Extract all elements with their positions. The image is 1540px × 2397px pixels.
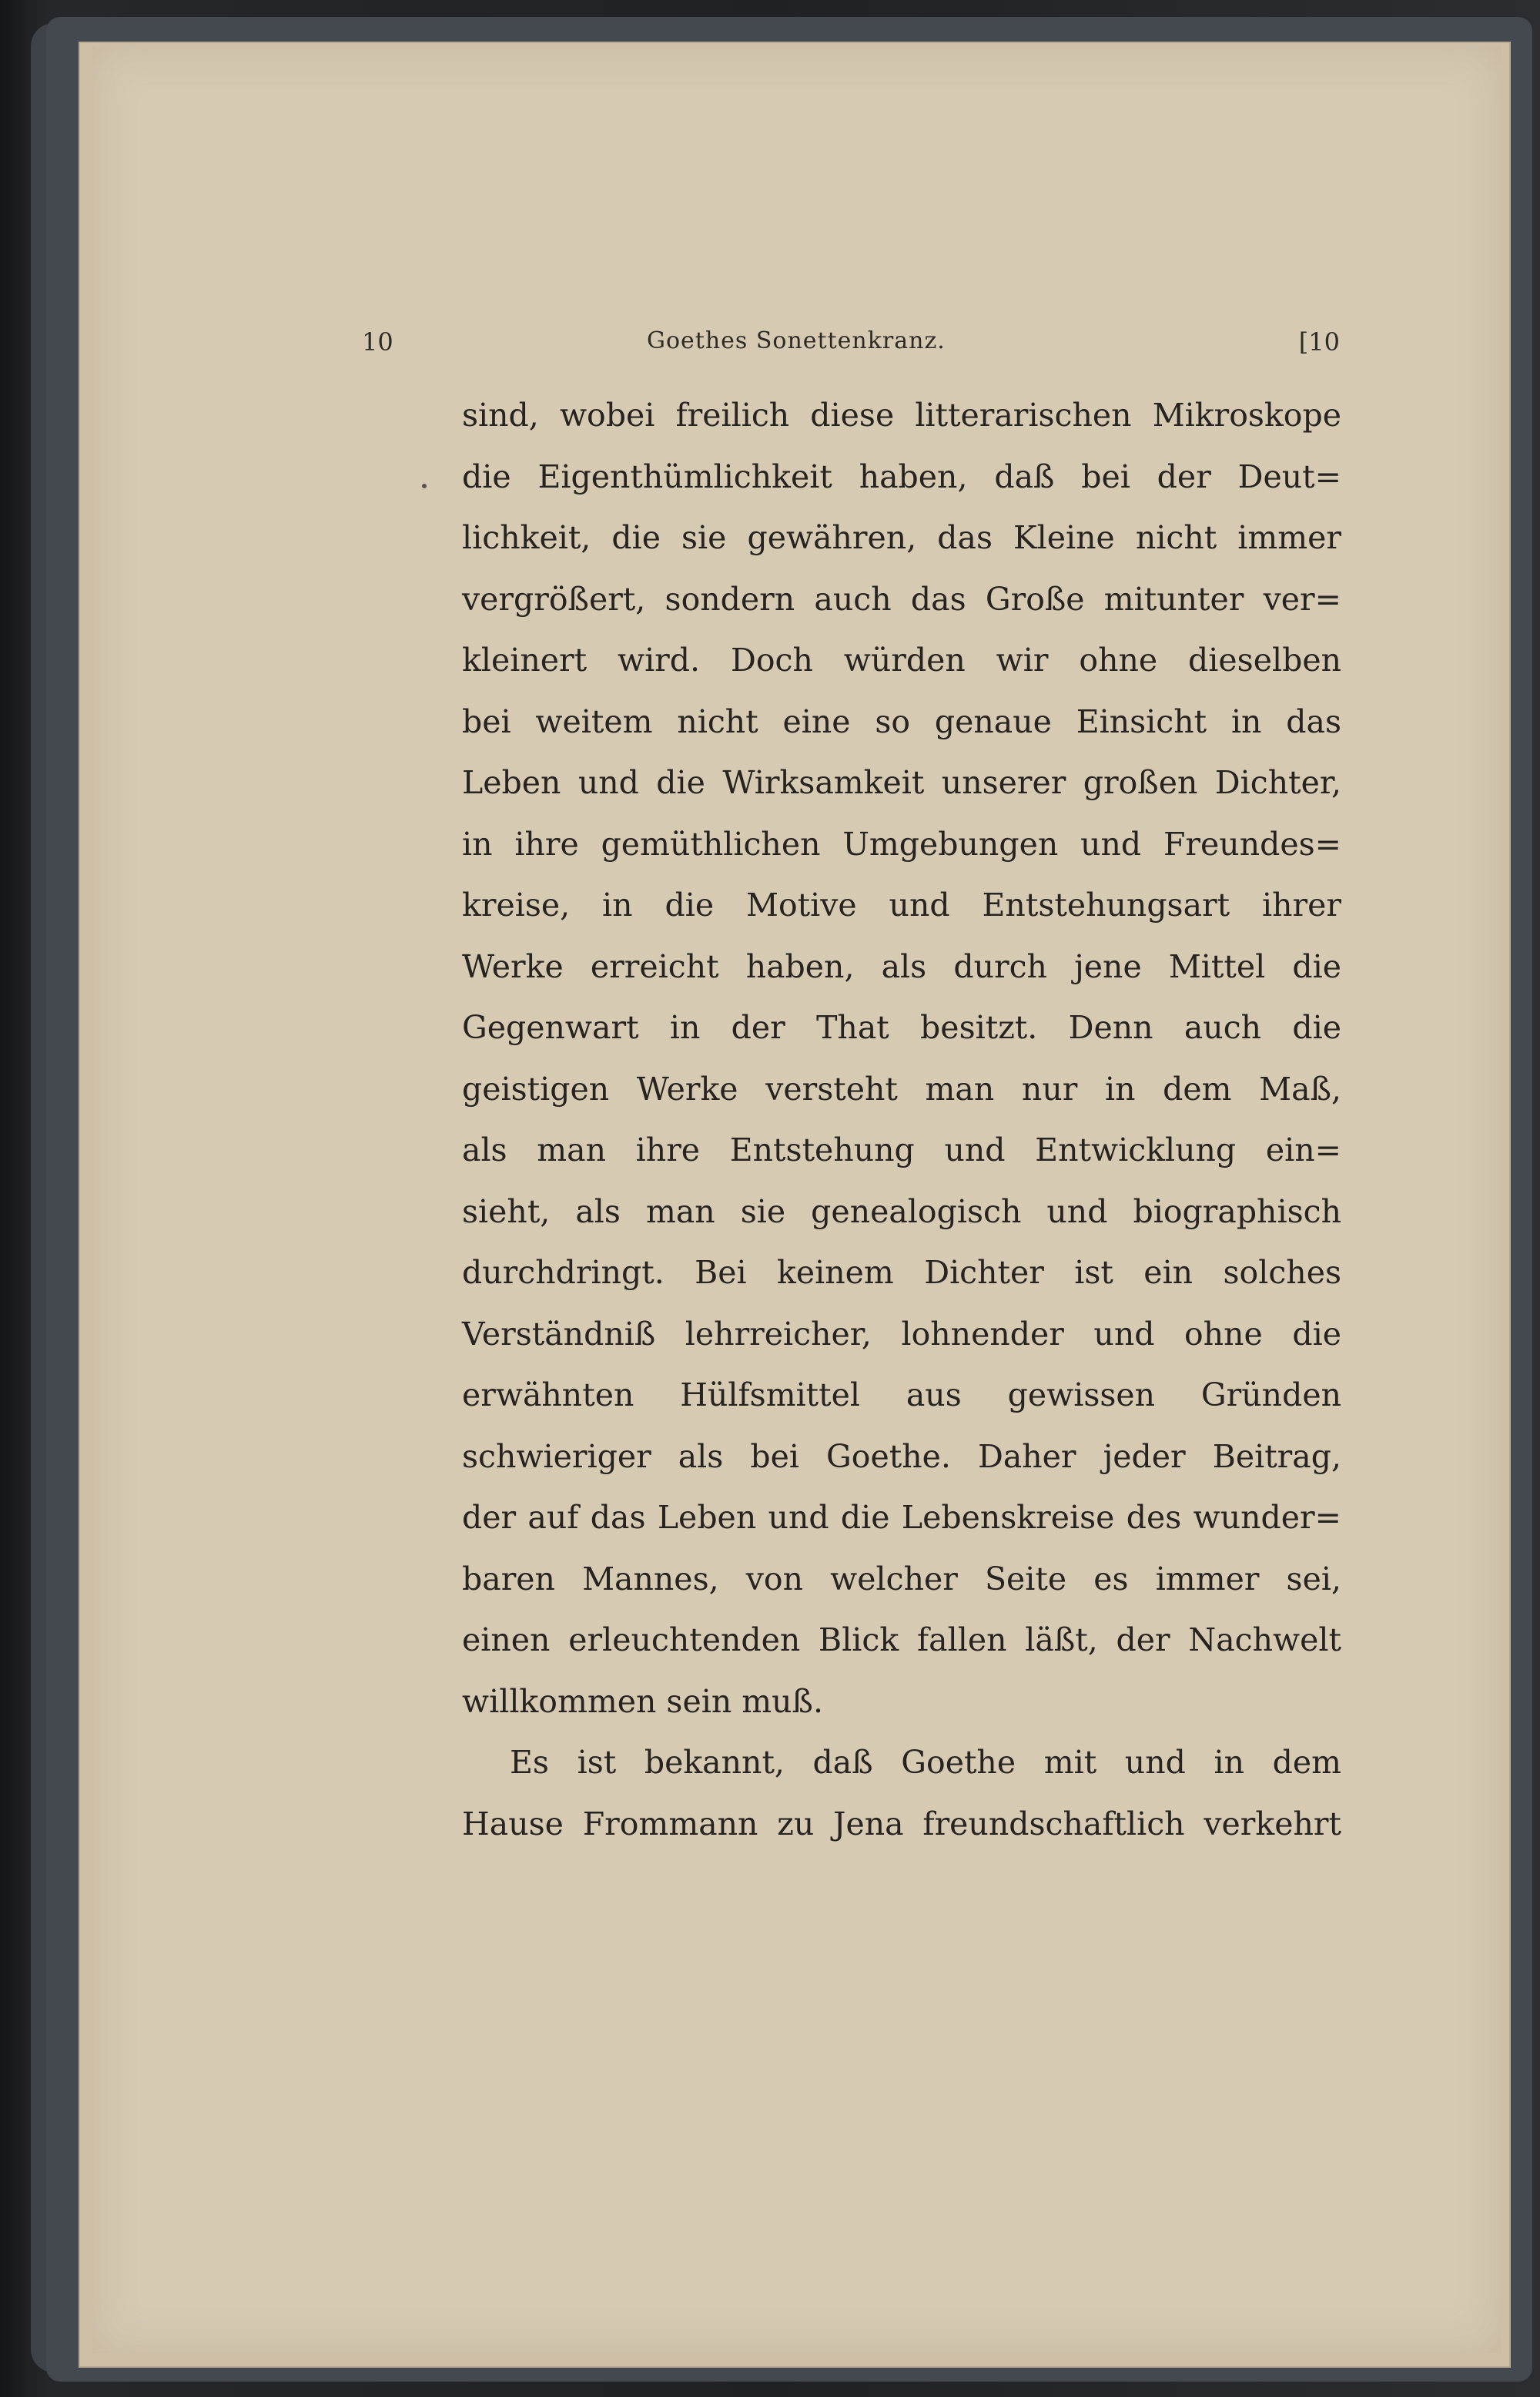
text-line: einen erleuchtenden Blick fallen läßt, der Nachwelt bbox=[462, 1621, 1341, 1658]
text-line: lichkeit, die sie gewähren, das Kleine nicht immer bbox=[462, 519, 1341, 556]
text-line: bei weitem nicht eine so genaue Einsicht in das bbox=[462, 702, 1341, 740]
text-line: Werke erreicht haben, als durch jene Mittel die bbox=[462, 947, 1341, 985]
text-line: der auf das Leben und die Lebenskreise des wunder= bbox=[462, 1499, 1341, 1536]
text-line: schwieriger als bei Goethe. Daher jeder Beitrag, bbox=[462, 1437, 1341, 1475]
page-number-right: [10 bbox=[1298, 327, 1340, 357]
text-line: Gegenwart in der That besitzt. Denn auch die bbox=[462, 1009, 1341, 1046]
text-line: kreise, in die Motive und Entstehungsart ihrer bbox=[462, 887, 1341, 924]
text-line: in ihre gemüthlichen Umgebungen und Freundes= bbox=[462, 825, 1341, 863]
text-line: vergrößert, sondern auch das Große mitunter ver= bbox=[462, 580, 1341, 618]
text-line: Hause Frommann zu Jena freundschaftlich verkehrt bbox=[462, 1805, 1341, 1842]
text-line: Leben und die Wirksamkeit unserer großen Dichter, bbox=[462, 764, 1341, 801]
running-title: Goethes Sonettenkranz. bbox=[647, 327, 946, 354]
text-line: die Eigenthümlichkeit haben, daß bei der Deut= bbox=[462, 458, 1341, 495]
text-line: sieht, als man sie genealogisch und biographisch bbox=[462, 1192, 1341, 1230]
body-text bbox=[462, 385, 1341, 1855]
text-line: geistigen Werke versteht man nur in dem Maß, bbox=[462, 1070, 1341, 1108]
page-number: 10 bbox=[362, 327, 393, 357]
text-line: kleinert wird. Doch würden wir ohne dieselben bbox=[462, 642, 1341, 679]
text-line: sind, wobei freilich diese litterarischen Mikroskope bbox=[462, 397, 1341, 434]
ink-speck bbox=[422, 484, 427, 488]
text-line: durchdringt. Bei keinem Dichter ist ein solches bbox=[462, 1254, 1341, 1291]
paragraph-2 bbox=[462, 1732, 1341, 1855]
text-line: Es ist bekannt, daß Goethe mit und in dem bbox=[510, 1744, 1341, 1781]
text-line: erwähnten Hülfsmittel aus gewissen Gründen bbox=[462, 1376, 1341, 1413]
running-header bbox=[362, 327, 1340, 374]
paragraph-1 bbox=[462, 385, 1341, 1732]
text-line: Verständniß lehrreicher, lohnender und ohne die bbox=[462, 1315, 1341, 1353]
text-line: willkommen sein muß. bbox=[462, 1682, 823, 1720]
text-line: baren Mannes, von welcher Seite es immer sei, bbox=[462, 1560, 1341, 1597]
text-line: als man ihre Entstehung und Entwicklung ein= bbox=[462, 1131, 1341, 1168]
